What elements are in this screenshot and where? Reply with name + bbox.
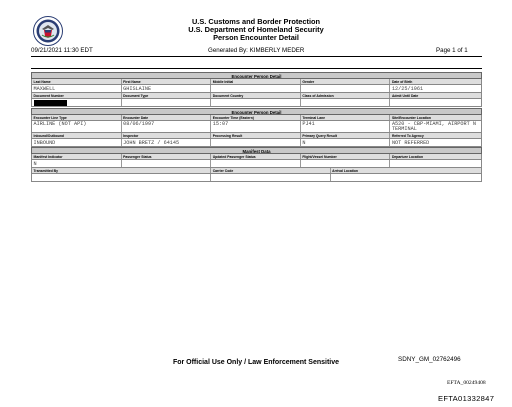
label-last-name: Last Name [32,79,122,84]
label-first-name: First Name [122,79,212,84]
label-gender: Gender [301,79,391,84]
value-carrier-code [211,174,330,181]
value-site-location: A520 - CBP-MIAMI, AIRPORT N TERMINAL [391,121,476,132]
label-date-of-birth: Date of Birth [391,80,413,84]
label-departure-location: Departure Location [391,155,424,159]
label-document-type: Document Type [122,93,212,98]
encounter-detail-table [31,108,482,182]
value-admit-until-date [390,99,481,106]
label-passenger-status: Passenger Status [122,154,212,159]
value-inspector: JOHN BRETZ / 64145 [122,139,212,146]
page-title: Person Encounter Detail [213,33,299,42]
value-row [31,121,482,133]
label-carrier-code: Carrier Code [211,168,330,173]
value-encounter-line-type: AIRLINE (NOT API) [32,121,122,132]
value-encounter-date: 08/06/1997 [122,121,212,132]
value-row [31,85,482,93]
label-document-country: Document Country [211,93,301,98]
divider [31,68,482,69]
value-flight-vessel-number [301,160,391,167]
divider [31,56,482,57]
label-encounter-line-type: Encounter Line Type [32,115,122,120]
value-row [31,174,482,182]
value-document-country [211,99,301,106]
bates-stamp-efta: EFTA_00249408 [447,380,486,386]
value-terminal-lane: PJ41 [301,121,391,132]
value-gender [301,85,391,92]
bates-stamp-efta-alt: EFTA01332847 [438,394,495,403]
value-transmitted-by [32,174,211,181]
report-datetime: 09/21/2021 11:30 EDT [31,47,93,54]
label-inbound-outbound: Inbound/Outbound [32,133,122,138]
value-updated-passenger-status [211,160,301,167]
value-primary-query-result: N [301,139,391,146]
label-admit-until-date: Admit Until Date [391,94,419,98]
label-encounter-date: Encounter Date [122,115,212,120]
value-document-type [122,99,212,106]
label-updated-passenger-status: Updated Passenger Status [211,154,301,159]
value-date-of-birth: 12/25/1961 [391,86,424,92]
value-arrival-location [331,174,481,181]
label-class-of-admission: Class of Admission [301,93,391,98]
label-manifest-indicator: Manifest Indicator [32,154,122,159]
label-primary-query-result: Primary Query Result [301,133,391,138]
label-middle-initial: Middle Initial [211,79,301,84]
label-referred-to-agency: Referred To Agency [391,134,424,138]
value-class-of-admission [301,99,391,106]
encounter-person-table [31,72,482,107]
generated-by: Generated By: KIMBERLY MEDER [208,47,305,54]
value-passenger-status [122,160,212,167]
value-last-name: MAXWELL [32,85,122,92]
label-inspector: Inspector [122,133,212,138]
value-inbound-outbound: INBOUND [32,139,122,146]
bates-stamp-sdny: SDNY_GM_02762496 [398,356,461,363]
page-number: Page 1 of 1 [436,47,468,54]
label-arrival-location: Arrival Location [332,169,358,173]
value-first-name: GHISLAINE [122,85,212,92]
label-processing-result: Processing Result [211,133,301,138]
label-terminal-lane: Terminal Lane [301,115,391,120]
label-transmitted-by: Transmitted By [32,168,211,173]
section-header: Encounter Person Detail [31,108,482,115]
label-flight-vessel-number: Flight/Vessel Number [301,154,391,159]
value-middle-initial [211,85,301,92]
value-processing-result [211,139,301,146]
header-agency: U.S. Customs and Border Protection [191,17,321,26]
value-departure-location [390,160,481,167]
value-row [31,160,482,168]
section-header: Encounter Person Detail [31,72,482,79]
fouo-notice: For Official Use Only / Law Enforcement Sensitive [172,359,340,366]
value-referred-to-agency: NOT REFERRED [391,140,430,146]
redaction-box [34,100,67,106]
label-site-location: Site/Encounter Location [391,116,431,120]
value-document-number [32,99,122,106]
header-department: U.S. Department of Homeland Security [188,25,324,34]
value-manifest-indicator: N [32,160,122,167]
value-encounter-time: 15:07 [211,121,301,132]
section-header: Manifest Data [31,147,482,154]
value-row [31,139,482,147]
label-document-number: Document Number [32,93,122,98]
label-encounter-time: Encounter Time (Eastern) [211,115,301,120]
value-row [31,99,482,107]
